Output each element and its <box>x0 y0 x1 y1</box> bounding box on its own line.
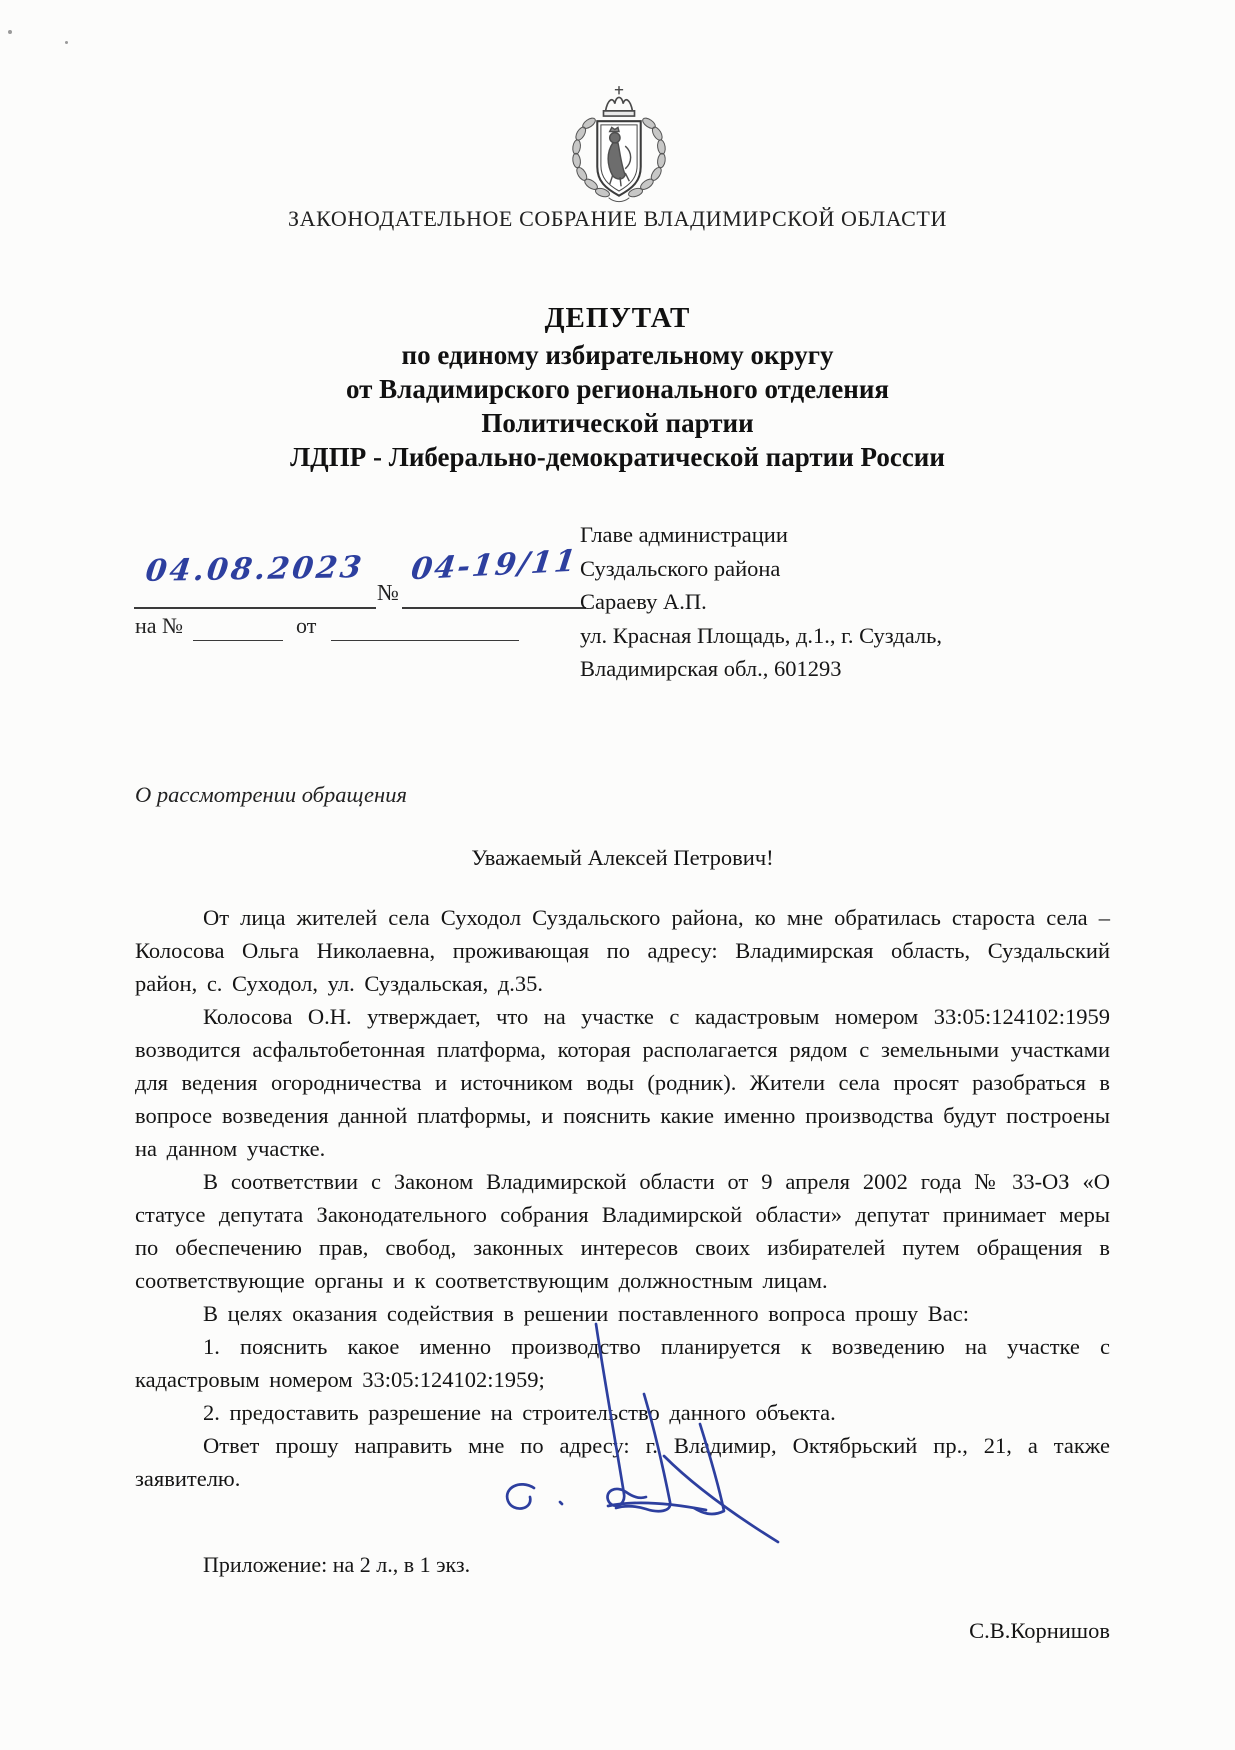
paragraph: От лица жителей села Суходол Суздальского района, ко мне обратилась староста села – Колосова Ольга Николаевна, проживающая по адресу: Владимирская область, Суздальский район, с. Суходол, ул. Суздальская, д.35. <box>135 905 1110 996</box>
paragraph: В соответствии с Законом Владимирской области от 9 апреля 2002 года № 33-ОЗ «О статусе депутата Законодательного собрания Владимирской области» депутат принимает меры по обеспечению прав, свобод, законных интересов своих избирателей путем обращения в соответствующие органы и к соответствующим должностным лицам. <box>135 1169 1110 1293</box>
title-line-party: Политической партии <box>481 408 754 438</box>
addressee-line: Сараеву А.П. <box>580 589 707 614</box>
addressee-line: Владимирская обл., 601293 <box>580 656 842 681</box>
reply-from-label: от <box>296 613 317 638</box>
attachment-note: Приложение: на 2 л., в 1 экз. <box>203 1552 471 1577</box>
signer-name: С.В.Корнишов <box>969 1618 1110 1643</box>
addressee-line: Суздальского района <box>580 555 781 581</box>
number-underline <box>402 606 586 609</box>
addressee-line: ул. Красная Площадь, д.1., г. Суздаль, <box>580 622 943 648</box>
handwritten-date: 04.08.2023 <box>143 550 367 589</box>
title-line-branch: от Владимирского регионального отделения <box>346 374 889 404</box>
paragraph-list-item-1: 1. пояснить какое именно производство планируется к возведению на участке с кадастровым номером 33:05:124102:1959; <box>135 1334 1110 1392</box>
paragraph: В целях оказания содействия в решении поставленного вопроса прошу Вас: <box>203 1301 969 1326</box>
paragraph-list-item-2: 2. предоставить разрешение на строительство данного объекта. <box>203 1400 836 1425</box>
date-underline <box>134 606 376 609</box>
subject-line: О рассмотрении обращения <box>135 782 407 807</box>
scan-speck <box>8 30 12 34</box>
salutation: Уважаемый Алексей Петрович! <box>471 845 774 870</box>
addressee-line: Главе администрации <box>580 522 788 547</box>
letterhead-title-block <box>0 300 1235 474</box>
paragraph: Ответ прошу направить мне по адресу: г. Владимир, Октябрьский пр., 21, а также заявителю. <box>135 1433 1110 1491</box>
coat-of-arms-icon <box>545 84 693 206</box>
title-line-ldpr: ЛДПР - Либерально-демократической партии России <box>290 442 945 472</box>
title-line-district: по единому избирательному округу <box>401 340 834 370</box>
title-line-deputy: ДЕПУТАТ <box>544 302 691 334</box>
reply-date-underline <box>331 639 519 641</box>
reply-number-underline <box>193 639 283 641</box>
organization-name: ЗАКОНОДАТЕЛЬНОЕ СОБРАНИЕ ВЛАДИМИРСКОЙ ОБЛАСТИ <box>288 206 947 231</box>
handwritten-signature <box>468 1316 813 1551</box>
addressee-block <box>580 518 1060 686</box>
paragraph: Колосова О.Н. утверждает, что на участке с кадастровым номером 33:05:124102:1959 возводится асфальтобетонная платформа, которая располагается рядом с земельными участками для ведения огородничества и источником воды (родник). Жители села просят разобраться в вопросе возведения данной платформы, и пояснить какие именно производства будут построены на данном участке. <box>135 1004 1110 1161</box>
number-sign-label: № <box>377 580 399 605</box>
reply-to-number-label: на № <box>135 613 184 638</box>
scan-speck <box>65 41 68 44</box>
handwritten-outgoing-number: 04-19/11 <box>409 543 580 588</box>
